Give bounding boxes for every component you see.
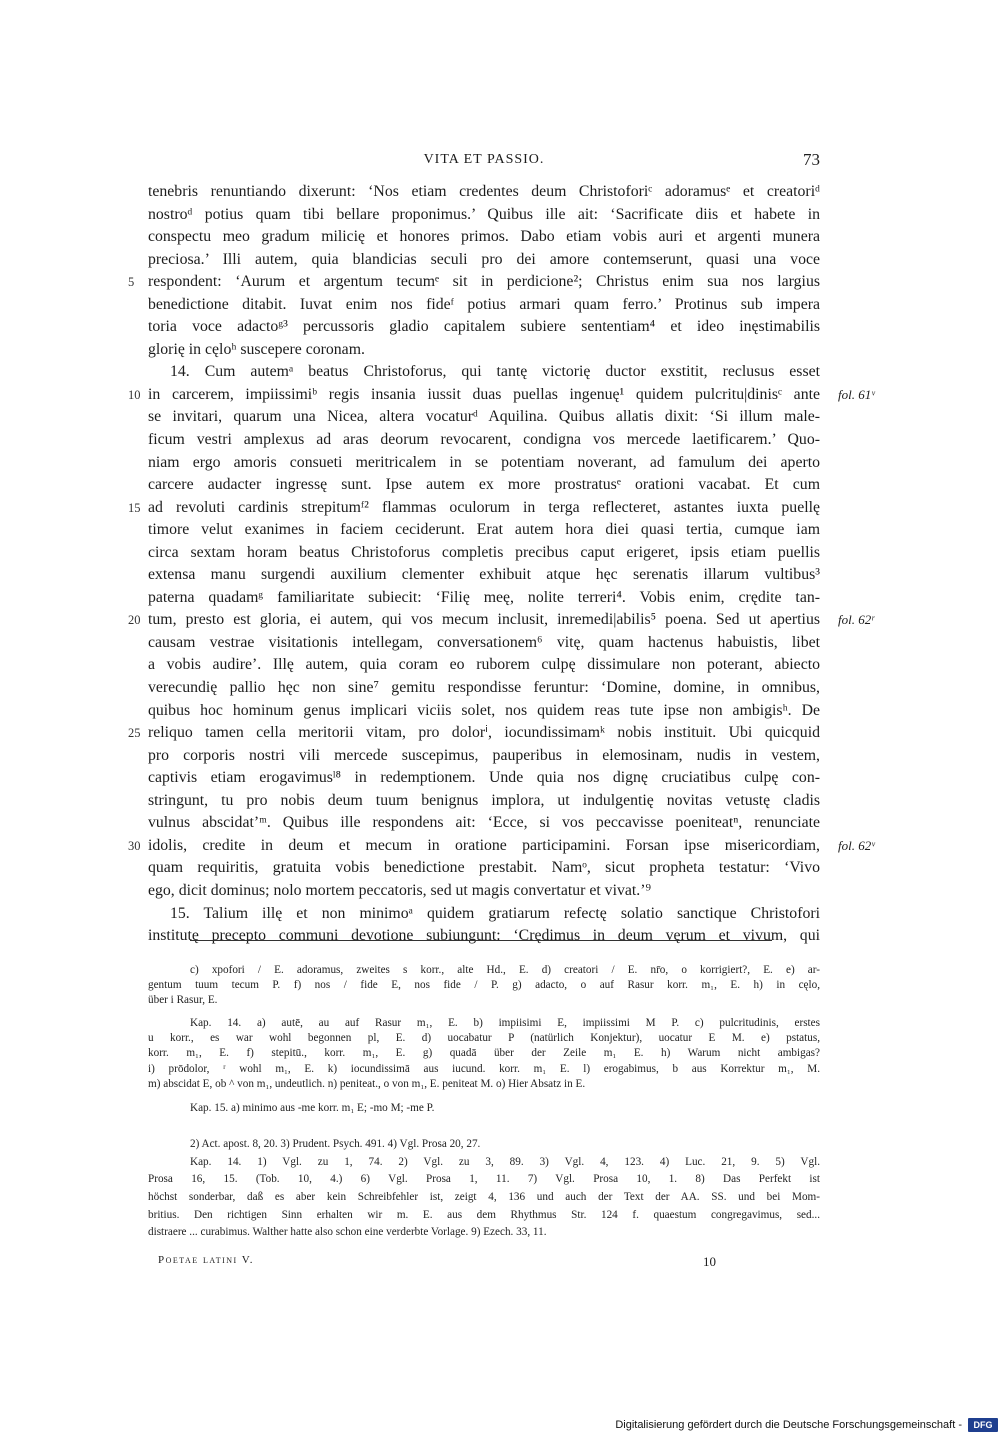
text-line-33 — [148, 903, 820, 926]
apparatus-line-1 — [148, 1016, 820, 1031]
folio-marginal-note: fol. 62ᵛ — [838, 837, 875, 853]
apparatus-line-text: u korr., es war wohl begonnen pl, E. d) uocabatur P (natürlich Konjektur), uocatur E M. e) pstatus, — [148, 1032, 820, 1045]
text-line-26 — [148, 745, 820, 768]
text-line-text: captivis etiam erogavimusˡ⁸ in redemptionem. Unde quia nos dignę cruciatibus culpę con- — [148, 769, 820, 787]
text-line-text: glorię in cęloʰ suscepere coronam. — [148, 340, 365, 358]
running-title: VITA ET PASSIO. — [423, 152, 545, 167]
source-line-text: Prosa 16, 15. (Tob. 10, 4.) 6) Vgl. Prosa 1, 11. 7) Vgl. Prosa 10, 1. 8) Das Perfekt ist — [148, 1173, 820, 1186]
text-line-text: circa sextam horam beatus Christoforus completis precibus caput erigeret, ipsis etiam puellis — [148, 543, 820, 561]
source-line-2 — [148, 1154, 820, 1172]
text-line-6 — [148, 294, 820, 317]
text-line-24 — [148, 700, 820, 723]
text-line-text: stringunt, tu pro nobis deum tuum benignus implora, ut indulgentię novitas vetustę cladis — [148, 791, 820, 809]
text-line-16 — [148, 519, 820, 542]
apparatus-line-text: i) prōdolor, ʳ wohl m₁, E. k) iocundissimā aus iucund. korr. m₁ E. l) erogabimus, b aus Korrektur m₁, M. — [148, 1062, 820, 1075]
text-line-1 — [148, 181, 820, 204]
source-notes — [148, 1136, 820, 1242]
source-line-text: höchst sonderbar, daß es aber kein Schreibfehler ist, zeigt 4, 136 und auch der Text der AA. SS. und bei Mom- — [148, 1191, 820, 1204]
text-line-text: causam vestrae visitationis intellegam, conversationem⁶ vitę, quam hactenus habuistis, libet — [148, 633, 820, 651]
signature-mark: Poetae latini V. — [158, 1254, 255, 1266]
main-text — [128, 181, 875, 948]
text-line-text: preciosa.’ Illi autem, quia blandicias seculi pro dei amore contemserunt, quasi una voce — [148, 250, 820, 268]
line-number: 25 — [128, 726, 141, 741]
apparatus-line-text: c) xpofori / E. adoramus, zweites s korr., alte Hd., E. d) creatori / E. nr̄o, o korrigiert?, E. e) ar- — [190, 964, 820, 976]
apparatus-line-text: korr. m₁, E. f) stepitū., korr. m₁, E. g) quadā über der Zeile m₁ E. h) Warum nicht ambigas? — [148, 1047, 820, 1060]
text-line-text: quam requiritis, gratuita vobis benedictione prestabit. Namᵒ, sicut propheta testatur: ‘Vivo — [148, 859, 820, 877]
signature-line — [148, 1254, 820, 1272]
text-line-2 — [148, 204, 820, 227]
source-line-1 — [148, 1136, 820, 1154]
text-line-text: extensa manu surgendi auxilium clementer exhibuit atque hęc serenatis illarum vultibus³ — [148, 566, 820, 584]
text-line-31 — [148, 857, 820, 880]
text-line-text: ego, dicit dominus; nolo mortem peccatoris, sed ut magis convertatur et vivat.’⁹ — [148, 881, 651, 899]
running-header — [148, 150, 820, 174]
text-line-9 — [148, 361, 820, 384]
text-line-3 — [148, 226, 820, 249]
text-line-text: quibus hoc hominum genus implicari viciis solet, nos quidem reas tute ipse non ambigisʰ. De — [148, 701, 820, 719]
source-line-text: distraere ... curabimus. Walther hatte also schon eine verderbte Vorlage. 9) Ezech. 33, 11. — [148, 1226, 547, 1239]
text-line-25 — [128, 722, 820, 745]
line-number: 5 — [128, 275, 135, 290]
text-line-text: idolis, credite in deum et mecum in oratione participamini. Forsan ipse misericordiam, — [148, 836, 820, 854]
source-line-text: britius. Den richtigen Sinn erhalten wir m. E. aus dem Rhythmus Str. 124 f. quaestum congregavimus, sed... — [148, 1208, 820, 1221]
apparatus-line-text: Kap. 15. a) minimo aus -me korr. m₁ E; -mo M; -me P. — [190, 1102, 435, 1114]
folio-marginal-note: fol. 62ʳ — [838, 612, 875, 628]
text-line-text: ad revoluti cardinis strepitumᶠ² flammas oculorum in terga reflecteret, astantes iuxta puellę — [148, 498, 820, 516]
folio-marginal-note: fol. 61ᵛ — [838, 386, 875, 402]
text-line-text: paterna quadamᵍ familiaritate subiecit: ‘Filię meę, nolite terreri⁴. Vobis enim, crędite tan- — [148, 588, 820, 606]
source-line-5 — [148, 1207, 820, 1225]
text-line-text: 15. Talium illę et non minimoᵃ quidem gratiarum refectę solatio sanctique Christofori — [170, 904, 820, 922]
text-line-5 — [128, 271, 820, 294]
apparatus-line-2 — [148, 1031, 820, 1046]
apparatus-line-3 — [148, 993, 820, 1008]
source-line-6 — [148, 1224, 820, 1242]
text-line-17 — [148, 542, 820, 565]
apparatus-line-text: gentum tuum tecum P. f) nos / fide E, nos fide / P. g) adacto, o auf Rasur korr. m₁, E. h) in cęlo, — [148, 979, 820, 992]
text-line-text: respondent: ‘Aurum et argentum tecumᵉ sit in perdicione²; Christus enim sua nos largius — [148, 273, 820, 291]
apparatus-line-5 — [148, 1077, 820, 1092]
text-line-27 — [148, 767, 820, 790]
text-line-text: tum, presto est gloria, ei autem, qui vos mecum inclusit, inremedi|abilis⁵ poena. Sed ut apertius — [148, 611, 820, 629]
apparatus-line-text: Kap. 14. a) autē, au auf Rasur m₁, E. b) impiisimi E, impiissimi M P. c) pulcritudinis, erstes — [190, 1017, 820, 1029]
funding-text: Digitalisierung gefördert durch die Deutsche Forschungsgemeinschaft - — [615, 1419, 962, 1431]
text-line-text: a vobis audire’. Illę autem, quia coram eo ruborem culpę dissimulare non poterant, abiecto — [148, 656, 820, 674]
text-line-28 — [148, 790, 820, 813]
text-line-text: carcere audacter ingressę sunt. Ipse autem ex more prostratusᵉ orationi vacabat. Et cum — [148, 476, 820, 494]
text-line-text: nostroᵈ potius quam tibi bellare proponimus.’ Quibus ille ait: ‘Sacrificate diis et habete in — [148, 205, 820, 223]
line-number: 20 — [128, 613, 141, 628]
apparatus-line-1 — [148, 1101, 820, 1116]
source-line-3 — [148, 1171, 820, 1189]
apparatus-block-chapter-15 — [148, 1101, 820, 1116]
dfg-logo: DFG — [968, 1418, 998, 1432]
apparatus-line-1 — [148, 963, 820, 978]
text-line-11 — [148, 406, 820, 429]
text-line-text: verecundię pallio hęc non sine⁷ gemitu respondisse feruntur: ‘Domine, domine, in omnibus, — [148, 679, 820, 697]
text-line-20 — [128, 609, 875, 632]
apparatus-block-intro — [148, 963, 820, 1009]
text-line-text: benedictione ditabit. Iuvat enim nos fideᶠ potius armari quam ferro.’ Protinus sub impera — [148, 295, 820, 313]
page-number: 73 — [803, 150, 820, 169]
apparatus-block-chapter-14 — [148, 1016, 820, 1092]
text-line-30 — [128, 835, 875, 858]
text-line-text: se invitari, quarum una Nicea, altera vocaturᵈ Aquilina. Quibus allatis dixit: ‘Si illum male- — [148, 408, 820, 426]
text-line-text: vulnus abscidat’ᵐ. Quibus ille respondens ait: ‘Ecce, si vos peccavisse poeniteatⁿ, renunciate — [148, 814, 820, 832]
apparatus-line-2 — [148, 978, 820, 993]
line-number: 10 — [128, 387, 141, 402]
text-line-23 — [148, 677, 820, 700]
text-line-18 — [148, 564, 820, 587]
text-line-19 — [148, 587, 820, 610]
text-line-21 — [148, 632, 820, 655]
text-line-text: tenebris renuntiando dixerunt: ‘Nos etiam credentes deum Christoforiᶜ adoramusᵉ et creatoriᵈ — [148, 183, 820, 200]
source-line-text: Kap. 14. 1) Vgl. zu 1, 74. 2) Vgl. zu 3, 89. 3) Vgl. 4, 123. 4) Luc. 21, 9. 5) Vgl. — [190, 1155, 820, 1168]
apparatus-line-3 — [148, 1046, 820, 1061]
text-line-text: institutę precepto communi devotione subiungunt: ‘Crędimus in deum vęrum et vivum, qui — [148, 927, 820, 945]
text-line-text: conspectu meo gradum milicię et honores primos. Dabo etiam vobis auri et argenti munera — [148, 228, 820, 246]
text-line-12 — [148, 429, 820, 452]
signature-number: 10 — [703, 1254, 716, 1269]
line-number: 30 — [128, 838, 141, 853]
apparatus-line-4 — [148, 1062, 820, 1077]
text-line-4 — [148, 249, 820, 272]
text-line-14 — [148, 474, 820, 497]
text-line-22 — [148, 654, 820, 677]
text-line-7 — [148, 316, 820, 339]
text-line-29 — [148, 812, 820, 835]
text-line-32 — [148, 880, 820, 903]
text-line-text: niam ergo amoris consueti meritricalem in se potentiam noverant, ad famulum dei aperto — [148, 453, 820, 471]
text-line-text: 14. Cum autemᵃ beatus Christoforus, qui tantę victorię ductor exstitit, reclusus esset — [170, 363, 820, 381]
text-line-text: toria voce adactoᵍ³ percussoris gladio capitalem subiere sententiam⁴ et ideo inęstimabilis — [148, 318, 820, 336]
text-line-text: reliquo tamen cella meritorii vitam, pro dolorⁱ, iocundissimamᵏ nobis instituit. Ubi quicquid — [148, 724, 820, 742]
text-line-text: in carcerem, impiissimiᵇ regis insania iussit duas puellas ingenuę¹ quidem pulcritu|dinisᶜ ante — [148, 385, 820, 403]
funding-footer — [590, 1417, 1000, 1434]
text-line-15 — [128, 497, 820, 520]
footnote-separator — [190, 940, 772, 941]
source-line-text: 2) Act. apost. 8, 20. 3) Prudent. Psych. 491. 4) Vgl. Prosa 20, 27. — [190, 1138, 481, 1150]
line-number: 15 — [128, 500, 141, 515]
text-line-10 — [128, 384, 875, 407]
text-line-34 — [148, 925, 820, 948]
text-line-13 — [148, 452, 820, 475]
text-line-text: ficum vestri amplexus ad aras deorum revocarent, condigna vos mercede laetificarem.’ Quo- — [148, 431, 820, 449]
source-line-4 — [148, 1189, 820, 1207]
apparatus-line-text: über i Rasur, E. — [148, 994, 218, 1007]
apparatus-line-text: m) abscidat E, ob ^ von m₁, undeutlich. n) peniteat., o von m₁, E. peniteat M. o) Hier Absatz in E. — [148, 1077, 586, 1090]
text-line-text: timore velut exanimes in faciem ceciderunt. Erat autem hora diei quasi tertia, cumque iam — [148, 521, 820, 539]
text-line-text: pro corporis nostri vili mercede suscepimus, pauperibus in elemosinam, nudis in vestem, — [148, 746, 820, 764]
text-line-8 — [148, 339, 820, 362]
